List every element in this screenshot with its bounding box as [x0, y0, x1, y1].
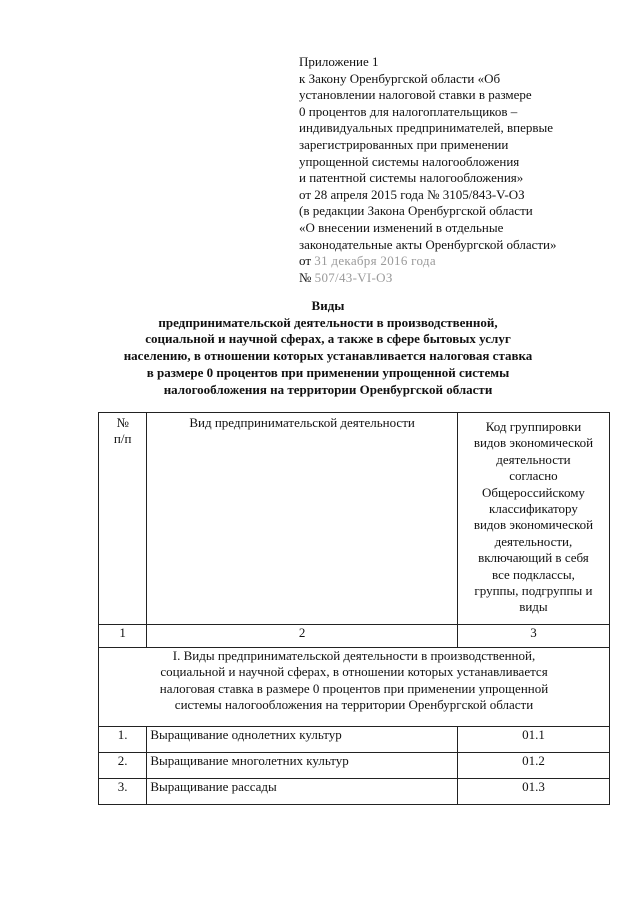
column-number: 3 [457, 625, 609, 648]
appendix-line: зарегистрированных при применении [299, 136, 509, 152]
row-number: 2. [99, 753, 147, 779]
appendix-line: к Закону Оренбургской области «Об [299, 70, 501, 86]
heading-line: налогообложения на территории Оренбургской области [163, 381, 493, 397]
table-row [99, 727, 610, 753]
row-number: 1. [99, 727, 147, 753]
row-activity: Выращивание рассады [147, 779, 458, 805]
table-row [99, 779, 610, 805]
heading-line: предпринимательской деятельности в производственной, [158, 314, 498, 330]
column-number: 2 [147, 625, 458, 648]
appendix-line: установлении налоговой ставки в размере [299, 87, 532, 103]
row-activity: Выращивание многолетних культур [147, 753, 458, 779]
section-title-cell: I. Виды предпринимательской деятельности в производственной, социальной и научной сферах, в отношении которых устанавливается налоговая ставка в размере 0 процентов при применении упрощенной системы налогообложения на территории Оренбургской области [99, 648, 610, 727]
appendix-line: «О внесении изменений в отдельные [299, 219, 504, 235]
heading-title: Виды [311, 298, 345, 313]
row-code: 01.3 [457, 779, 609, 805]
amendment-number-line [299, 270, 629, 287]
row-code: 01.1 [457, 727, 609, 753]
table-row [99, 753, 610, 779]
table-header-row [99, 413, 610, 625]
handwritten-number: 507/43-VI-ОЗ [314, 269, 393, 285]
header-number-cell: № п/п [99, 413, 147, 625]
amendment-date-line [299, 253, 629, 270]
heading-line: в размере 0 процентов при применении упрощенной системы [146, 364, 510, 380]
row-number: 3. [99, 779, 147, 805]
document-heading [60, 298, 596, 398]
appendix-block [299, 54, 629, 286]
row-code: 01.2 [457, 753, 609, 779]
appendix-line: (в редакции Закона Оренбургской области [299, 203, 533, 219]
appendix-line: Приложение 1 [299, 54, 379, 69]
appendix-line: от 28 апреля 2015 года № 3105/843-V-ОЗ [299, 186, 525, 202]
column-numbers-row [99, 625, 610, 648]
number-prefix: № [299, 269, 312, 285]
date-prefix: от [299, 253, 312, 269]
appendix-line: и патентной системы налогообложения» [299, 170, 524, 186]
header-code-cell: Код группировки видов экономической деятельности согласно Общероссийскому классификатору видов экономической деятельности, включающий в себя все подклассы, группы, подгруппы и виды [457, 413, 609, 625]
header-activity-cell: Вид предпринимательской деятельности [147, 413, 458, 625]
appendix-line: законодательные акты Оренбургской области» [299, 236, 557, 252]
handwritten-date: 31 декабря 2016 года [314, 253, 436, 269]
heading-line: социальной и научной сферах, а также в сфере бытовых услуг [145, 331, 511, 347]
section-row [99, 648, 610, 727]
appendix-line: 0 процентов для налогоплательщиков – [299, 103, 518, 119]
column-number: 1 [99, 625, 147, 648]
activities-table [98, 412, 610, 805]
appendix-line: индивидуальных предпринимателей, впервые [299, 120, 554, 136]
heading-line: населению, в отношении которых устанавливается налоговая ставка [123, 348, 533, 364]
appendix-line: упрощенной системы налогообложения [299, 153, 520, 169]
row-activity: Выращивание однолетних культур [147, 727, 458, 753]
